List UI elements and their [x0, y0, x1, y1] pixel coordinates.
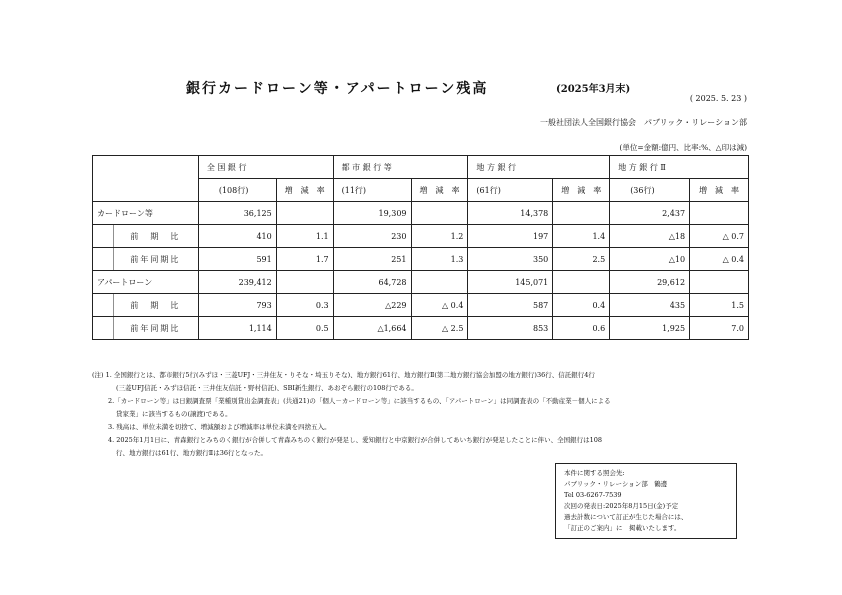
- rate-header: 増 減 率: [553, 179, 610, 202]
- amount-cell: 197: [468, 225, 553, 248]
- publication-date: ( 2025. 5. 23 ): [689, 94, 747, 103]
- row-label: 前年同期比: [93, 317, 199, 340]
- rate-cell: 0.4: [553, 294, 610, 317]
- group-header-regional-banks-2: 地 方 銀 行 Ⅱ: [610, 156, 749, 179]
- amount-cell: 1,114: [198, 317, 276, 340]
- rate-cell: 0.5: [276, 317, 333, 340]
- amount-cell: 853: [468, 317, 553, 340]
- group-header-regional-banks: 地 方 銀 行: [468, 156, 610, 179]
- amount-cell: 19,309: [333, 202, 411, 225]
- rate-cell: [411, 271, 468, 294]
- rate-cell: [276, 271, 333, 294]
- footnote-line: 4. 2025年1月1日に、青森銀行とみちのく銀行が合併して青森みちのく銀行が発足し、愛知銀行と中京銀行が合併してあいち銀行が発足したことに伴い、全国銀行は108: [108, 436, 602, 444]
- footnote-line: 行、地方銀行は61行、地方銀行Ⅱは36行となった。: [116, 449, 267, 457]
- organization-name: 一般社団法人全国銀行協会 パブリック・リレーション部: [539, 118, 747, 127]
- contact-line: 過去計数について訂正が生じた場合には、: [564, 513, 688, 521]
- group-header-all-banks: 全 国 銀 行: [198, 156, 333, 179]
- rate-cell: △ 2.5: [411, 317, 468, 340]
- amount-cell: 410: [198, 225, 276, 248]
- rate-header: 増 減 率: [276, 179, 333, 202]
- rate-cell: △ 0.7: [690, 225, 749, 248]
- amount-cell: 591: [198, 248, 276, 271]
- amount-cell: 29,612: [610, 271, 690, 294]
- row-label: 前 期 比: [93, 294, 199, 317]
- rate-cell: 1.3: [411, 248, 468, 271]
- amount-cell: 251: [333, 248, 411, 271]
- amount-cell: △10: [610, 248, 690, 271]
- amount-cell: 145,071: [468, 271, 553, 294]
- contact-line: 本件に関する照会先:: [564, 469, 625, 477]
- rate-cell: 0.3: [276, 294, 333, 317]
- rate-cell: △ 0.4: [411, 294, 468, 317]
- amount-cell: 587: [468, 294, 553, 317]
- amount-cell: 2,437: [610, 202, 690, 225]
- contact-line: パブリック・リレーション部 鶴邊: [564, 480, 668, 488]
- rate-cell: 2.5: [553, 248, 610, 271]
- row-label: カードローン等: [93, 202, 199, 225]
- bank-count: (108行): [198, 179, 276, 202]
- row-label: アパートローン: [93, 271, 199, 294]
- table-row: [93, 202, 749, 225]
- rate-cell: [553, 202, 610, 225]
- footnote-line: 貸家業」に該当するもの(譲渡)である。: [116, 410, 232, 418]
- rate-cell: [276, 202, 333, 225]
- rate-cell: 1.7: [276, 248, 333, 271]
- rate-cell: [690, 271, 749, 294]
- unit-note: (単位=金額:億円、比率:%、△印は減): [619, 143, 747, 152]
- amount-cell: △229: [333, 294, 411, 317]
- amount-cell: 36,125: [198, 202, 276, 225]
- footnote-line: 2.「カードローン等」は日銀調査票「業種別貸出金調査表」(共通21)の「個人－カードローン等」に該当するもの、「アパートローン」は同調査表の「不動産業－個人による: [108, 397, 611, 405]
- amount-cell: 14,378: [468, 202, 553, 225]
- amount-cell: 1,925: [610, 317, 690, 340]
- amount-cell: 793: [198, 294, 276, 317]
- rate-cell: 1.1: [276, 225, 333, 248]
- table-row: [93, 248, 749, 271]
- amount-cell: 350: [468, 248, 553, 271]
- contact-line: 「訂正のご案内」に 掲載いたします。: [564, 524, 681, 532]
- rate-cell: 1.5: [690, 294, 749, 317]
- amount-cell: 239,412: [198, 271, 276, 294]
- bank-count: (36行): [610, 179, 690, 202]
- row-label: 前 期 比: [93, 225, 199, 248]
- rate-cell: [690, 202, 749, 225]
- table-row: [93, 294, 749, 317]
- contact-box: [555, 463, 737, 539]
- amount-cell: 435: [610, 294, 690, 317]
- rate-cell: 1.2: [411, 225, 468, 248]
- amount-cell: 64,728: [333, 271, 411, 294]
- footnotes: [92, 369, 752, 460]
- footnote-line: (注) 1. 全国銀行とは、都市銀行5行(みずほ・三菱UFJ・三井住友・りそな・埼玉りそな)、地方銀行61行、地方銀行Ⅱ(第二地方銀行協会加盟の地方銀行)36行、信託銀行4行: [92, 371, 595, 379]
- rate-cell: [553, 271, 610, 294]
- bank-count: (11行): [333, 179, 411, 202]
- footnote-line: 3. 残高は、単位未満を切捨て、増減額および増減率は単位未満を四捨五入。: [108, 423, 331, 431]
- contact-line: Tel 03-6267-7539: [564, 491, 622, 499]
- amount-cell: 230: [333, 225, 411, 248]
- rate-cell: 7.0: [690, 317, 749, 340]
- row-label: 前年同期比: [93, 248, 199, 271]
- group-header-city-banks: 都 市 銀 行 等: [333, 156, 468, 179]
- table-row: [93, 225, 749, 248]
- rate-cell: [411, 202, 468, 225]
- loan-balance-table: [92, 155, 749, 340]
- rate-cell: 1.4: [553, 225, 610, 248]
- page-title: 銀行カードローン等・アパートローン残高: [186, 81, 489, 97]
- rate-header: 増 減 率: [690, 179, 749, 202]
- rate-cell: △ 0.4: [690, 248, 749, 271]
- bank-count: (61行): [468, 179, 553, 202]
- amount-cell: △1,664: [333, 317, 411, 340]
- amount-cell: △18: [610, 225, 690, 248]
- contact-line: 次回の発表日:2025年8月15日(金)予定: [564, 502, 679, 510]
- table-row: [93, 271, 749, 294]
- footnote-line: (三菱UFJ信託・みずほ信託・三井住友信託・野村信託)、SBI新生銀行、あおぞら銀行の108行である。: [116, 384, 418, 392]
- as-of-label: (2025年3月末): [556, 84, 631, 95]
- header-corner: [93, 156, 199, 202]
- rate-header: 増 減 率: [411, 179, 468, 202]
- table-row: [93, 317, 749, 340]
- rate-cell: 0.6: [553, 317, 610, 340]
